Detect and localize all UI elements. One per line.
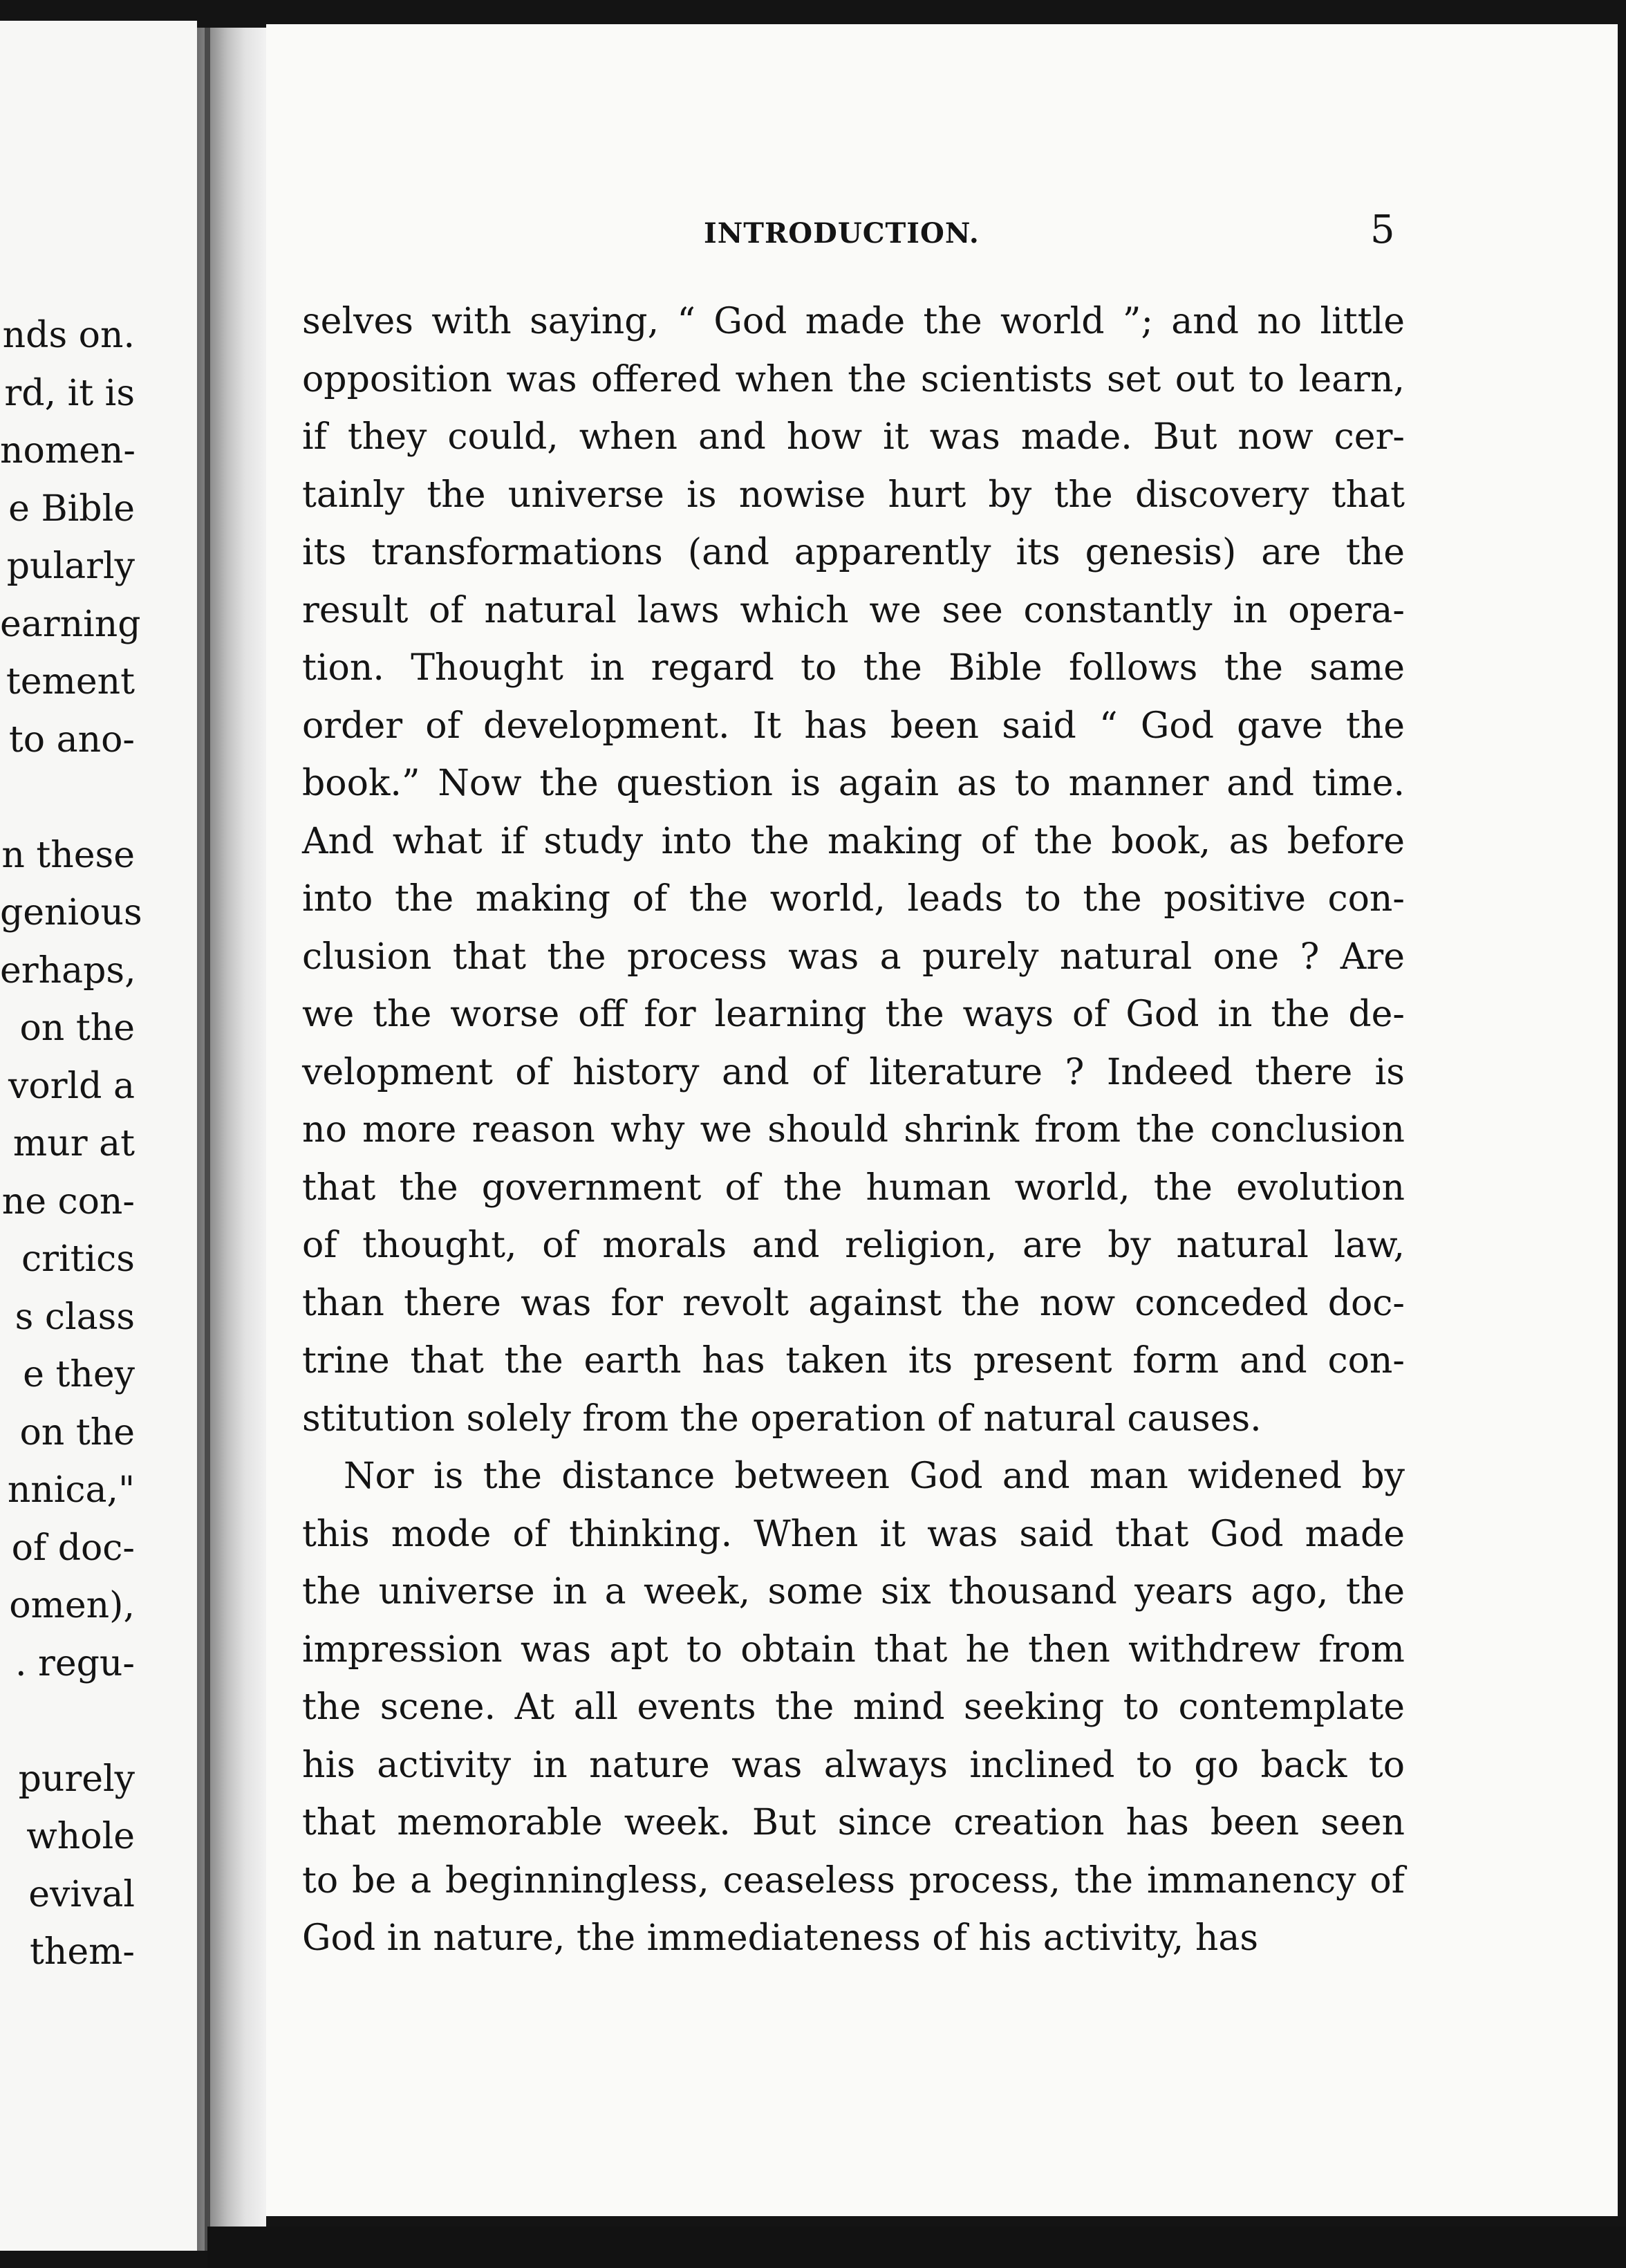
text-line: his activity in nature was always inclined to go back to [302,1744,1405,1786]
text-line: this mode of thinking. When it was said that God made [302,1513,1405,1555]
facing-page-line: on the [19,1411,135,1453]
text-line: tion. Thought in regard to the Bible follows the same [302,647,1405,689]
text-line: the universe in a week, some six thousand years ago, the [302,1571,1405,1612]
facing-page-line: nds on. [2,315,135,356]
text-line: if they could, when and how it was made. But now cer- [302,416,1405,458]
text-line: of thought, of morals and religion, are by natural law, [302,1225,1405,1266]
facing-page-line: to ano- [8,718,135,761]
text-line: And what if study into the making of the book, as before [302,820,1405,862]
facing-page-line: e Bible [8,487,135,530]
facing-page-line: evival [28,1873,135,1915]
facing-page-line: earning [0,603,141,645]
text-line: result of natural laws which we see constantly in opera- [302,589,1405,631]
text-line: order of development. It has been said “ God gave the [302,705,1405,747]
facing-page-line: mur at [12,1123,135,1164]
text-line: that memorable week. But since creation has been seen [302,1802,1405,1843]
facing-page-line: . regu- [15,1642,135,1684]
text-line: clusion that the process was a purely natural one ? Are [302,936,1405,978]
facing-page-line: rd, it is [4,372,135,414]
facing-page-line: of doc- [11,1527,135,1569]
facing-page-line: pularly [6,546,135,587]
text-line: God in nature, the immediateness of his activity, has [302,1917,1259,1959]
facing-page-line: erhaps, [0,949,136,992]
text-line: tainly the universe is nowise hurt by the discovery that [302,474,1405,516]
text-line: trine that the earth has taken its present form and con- [302,1340,1405,1382]
page-edge [205,28,210,2251]
facing-page-left [0,21,197,2251]
facing-page-line [0,769,135,827]
text-line: the scene. At all events the mind seeking to contemplate [302,1686,1405,1728]
facing-page-line: s class [15,1296,135,1338]
running-head: INTRODUCTION. [704,217,980,250]
body-text [302,293,1405,1968]
text-line: velopment of history and of literature ? Indeed there is [302,1051,1405,1093]
facing-page-line: vorld a [8,1065,135,1107]
facing-page-line: genious [0,892,142,933]
facing-page-line: purely [18,1758,135,1800]
text-line: that the government of the human world, the evolution [302,1166,1405,1209]
text-line: opposition was offered when the scientists set out to learn, [302,358,1405,400]
facing-page-line: nnica," [7,1469,135,1511]
facing-page-line: n these [1,834,135,876]
facing-page-line: them- [29,1931,135,1973]
facing-page-line [0,1693,135,1751]
facing-page-line: omen), [9,1585,135,1626]
text-line: than there was for revolt against the now conceded doc- [302,1282,1405,1324]
facing-page-line: nomen- [0,430,136,472]
facing-page-line: e they [23,1354,135,1395]
page-number: 5 [1370,207,1395,252]
scan-bottom-edge [207,2227,1626,2268]
facing-page-line: critics [21,1238,135,1280]
text-line: impression was apt to obtain that he then withdrew from [302,1628,1405,1671]
text-line: book.” Now the question is again as to manner and time. [302,763,1405,804]
text-line: Nor is the distance between God and man widened by [344,1456,1405,1497]
text-line: we the worse off for learning the ways of God in the de- [302,994,1405,1035]
text-line: no more reason why we should shrink from the conclusion [302,1109,1405,1151]
text-line: to be a beginningless, ceaseless process, the immanency of [302,1859,1405,1902]
facing-page-line: ne con- [1,1180,135,1223]
facing-page-line: on the [19,1007,135,1049]
text-line: its transformations (and apparently its genesis) are the [302,532,1405,573]
facing-page-line: whole [26,1816,135,1857]
text-line: selves with saying, “ God made the world ”; and no little [302,301,1405,342]
text-line: stitution solely from the operation of natural causes. [302,1397,1262,1440]
paragraph [302,293,1405,1448]
paragraph [302,1448,1405,1968]
facing-page-text-fragments [0,307,142,1982]
facing-page-line: tement [6,661,135,703]
text-line: into the making of the world, leads to the positive con- [302,878,1405,920]
